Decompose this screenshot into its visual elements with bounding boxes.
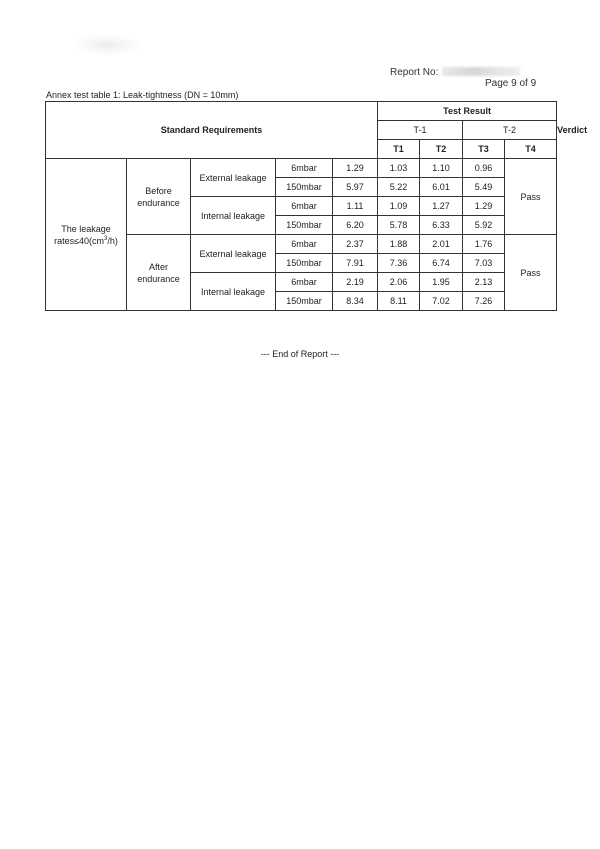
- value-cell: 1.29: [333, 159, 378, 178]
- pressure-cell: 150mbar: [276, 292, 333, 311]
- pressure-cell: 6mbar: [276, 197, 333, 216]
- value-cell: 0.96: [463, 159, 505, 178]
- end-of-report: --- End of Report ---: [260, 349, 340, 359]
- leak-tightness-table: Standard Requirements Test Result Verdict T-1 T-2 T1 T2 T3 T4 The leakage $rates\le 40(cm^3/h)$ Before endurance External leakage 6mbar 1.29 1.03 1.10 0.96 Pass 150mbar 5.97 5.22 6.01 5.49 Internal leakage 6mbar 1.11 1.09 1.27 1.29 150mbar 6.20 5.78 6.33 5.92 After endurance External leakage 6mbar 2.37 1.88 2.01 1.76 Pass 150mbar 7.91 7.36 6.74 7.03 Internal leakage 6mbar 2.19 2.06 1.95 2.13 150mbar 8.34 8.11 7.02 7.26: [45, 101, 557, 311]
- value-cell: 1.95: [420, 273, 463, 292]
- value-cell: 7.02: [420, 292, 463, 311]
- group-header-t2: T-2: [463, 121, 557, 140]
- leakage-type-external: External leakage: [191, 159, 276, 197]
- value-cell: 7.36: [378, 254, 420, 273]
- value-cell: 6.74: [420, 254, 463, 273]
- test-result-header: Test Result: [378, 102, 557, 121]
- verdict-after-endurance: Pass: [505, 235, 557, 311]
- value-cell: 1.09: [378, 197, 420, 216]
- column-header-t1: T1: [378, 140, 420, 159]
- value-cell: 6.33: [420, 216, 463, 235]
- stage-before-endurance: Before endurance: [127, 159, 191, 235]
- value-cell: 6.01: [420, 178, 463, 197]
- value-cell: 1.03: [378, 159, 420, 178]
- requirement-cell: The leakage $rates\le 40(cm^3/h)$: [46, 159, 127, 311]
- value-cell: 8.11: [378, 292, 420, 311]
- leakage-type-external: External leakage: [191, 235, 276, 273]
- value-cell: 1.29: [463, 197, 505, 216]
- column-header-t3: T3: [463, 140, 505, 159]
- table-caption: Annex test table 1: Leak-tightness (DN = 10mm): [46, 90, 239, 100]
- stage-after-endurance: After endurance: [127, 235, 191, 311]
- pressure-cell: 150mbar: [276, 254, 333, 273]
- value-cell: 5.78: [378, 216, 420, 235]
- value-cell: 8.34: [333, 292, 378, 311]
- value-cell: 2.37: [333, 235, 378, 254]
- value-cell: 2.06: [378, 273, 420, 292]
- group-header-t1: T-1: [378, 121, 463, 140]
- redacted-report-number: [442, 67, 520, 76]
- page-number: Page 9 of 9: [485, 78, 537, 89]
- verdict-before-endurance: Pass: [505, 159, 557, 235]
- value-cell: 7.91: [333, 254, 378, 273]
- report-number: [390, 67, 520, 78]
- column-header-t2: T2: [420, 140, 463, 159]
- value-cell: 5.92: [463, 216, 505, 235]
- value-cell: 7.26: [463, 292, 505, 311]
- value-cell: 5.97: [333, 178, 378, 197]
- value-cell: 2.13: [463, 273, 505, 292]
- value-cell: 6.20: [333, 216, 378, 235]
- value-cell: 2.01: [420, 235, 463, 254]
- leakage-type-internal: Internal leakage: [191, 197, 276, 235]
- pressure-cell: 6mbar: [276, 273, 333, 292]
- value-cell: 5.22: [378, 178, 420, 197]
- report-number-label: Report No:: [390, 67, 439, 78]
- standard-requirements-header: Standard Requirements: [46, 102, 378, 159]
- pressure-cell: 6mbar: [276, 159, 333, 178]
- value-cell: 7.03: [463, 254, 505, 273]
- pressure-cell: 150mbar: [276, 178, 333, 197]
- value-cell: 1.10: [420, 159, 463, 178]
- value-cell: 1.88: [378, 235, 420, 254]
- value-cell: 1.27: [420, 197, 463, 216]
- value-cell: 1.76: [463, 235, 505, 254]
- value-cell: 5.49: [463, 178, 505, 197]
- value-cell: 1.11: [333, 197, 378, 216]
- value-cell: 2.19: [333, 273, 378, 292]
- leakage-type-internal: Internal leakage: [191, 273, 276, 311]
- pressure-cell: 6mbar: [276, 235, 333, 254]
- pressure-cell: 150mbar: [276, 216, 333, 235]
- column-header-t4: T4: [505, 140, 557, 159]
- company-logo-faded: [72, 34, 142, 56]
